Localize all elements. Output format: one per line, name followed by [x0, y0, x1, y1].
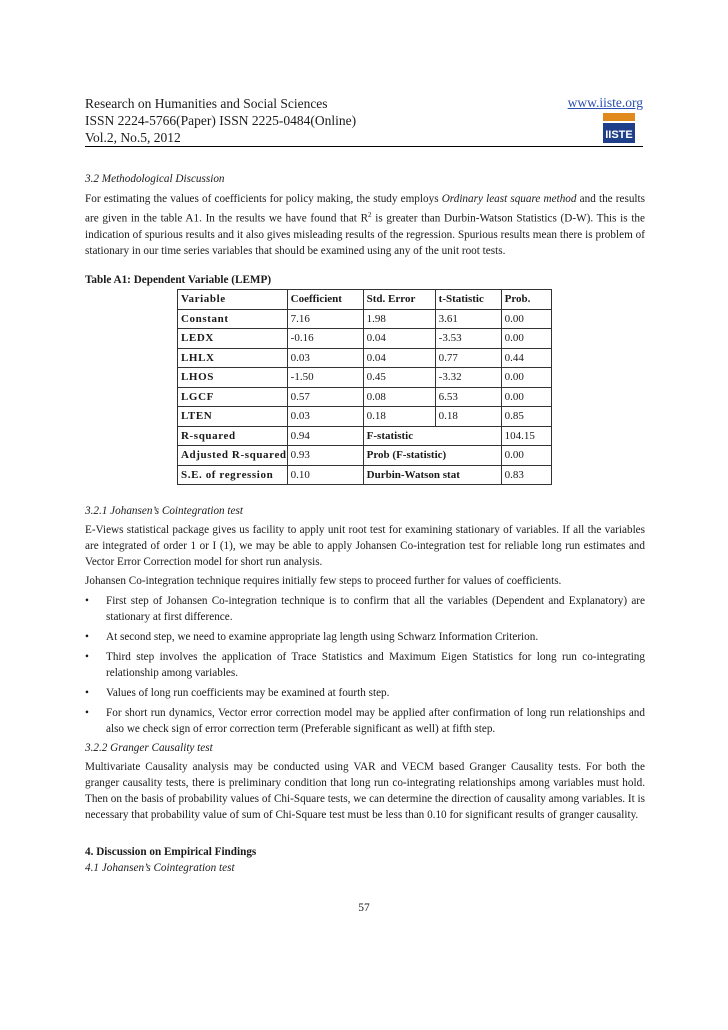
section-heading-3-2-2: 3.2.2 Granger Causality test [85, 742, 213, 754]
table-cell: -0.16 [287, 329, 363, 349]
table-cell: 7.16 [287, 309, 363, 329]
table-cell: 0.18 [363, 407, 435, 427]
stat-value: 0.00 [501, 446, 551, 466]
table-cell: 3.61 [435, 309, 501, 329]
paragraph: E-Views statistical package gives us facility to apply unit root test for examining stationary of variables. If all the variables are integrated of order 1 or I (1), we may be able to apply Johansen Co-integration test for reliable long run estimates and Vector Error Correction model for short run analysis. [85, 524, 645, 568]
iiste-logo [599, 111, 639, 145]
stats-row [178, 426, 552, 446]
table-cell: LEDX [178, 329, 288, 349]
section-heading-4: 4. Discussion on Empirical Findings [85, 846, 257, 858]
table-header-row [178, 290, 552, 310]
paragraph: Multivariate Causality analysis may be conducted using VAR and VECM based Granger Causality tests. For both the granger causality tests, there is preliminary condition that long run co-integrating relationships among variables must hold. Then on the basis of probability values of Chi-Square tests, we can determine the direction of causality among variables. It is necessary that probability value of sum of Chi-Square test must be less than 0.10 for significant results of granger causality. [85, 761, 645, 821]
stat-label: R-squared [178, 426, 288, 446]
header-cell: Coefficient [287, 290, 363, 310]
list-item-text: Values of long run coefficients may be examined at fourth step. [106, 687, 390, 699]
table-cell: 0.44 [501, 348, 551, 368]
section-heading-3-2: 3.2 Methodological Discussion [85, 173, 225, 185]
table-row [178, 407, 552, 427]
text-run: and the results are given in the table A1. In the results we have found that R [85, 193, 645, 225]
journal-title: Research on Humanities and Social Sciences [85, 96, 328, 111]
text-run: For estimating the values of coefficients for policy making, the study employs [85, 193, 442, 205]
list-item [85, 649, 645, 681]
stat-label: S.E. of regression [178, 465, 288, 485]
header-cell: Prob. [501, 290, 551, 310]
table-cell: -3.32 [435, 368, 501, 388]
table-cell: 0.77 [435, 348, 501, 368]
table-cell: LGCF [178, 387, 288, 407]
stat-value: 0.94 [287, 426, 363, 446]
list-item [85, 685, 645, 701]
volume-line: Vol.2, No.5, 2012 [85, 130, 181, 145]
stat-label: Durbin-Watson stat [363, 465, 501, 485]
table-cell: 0.00 [501, 368, 551, 388]
table-row [178, 387, 552, 407]
header-cell: Variable [178, 290, 288, 310]
table-cell: 0.08 [363, 387, 435, 407]
list-item-text: At second step, we need to examine appropriate lag length using Schwarz Information Criterion. [106, 631, 539, 643]
table-caption: Table A1: Dependent Variable (LEMP) [85, 274, 272, 286]
list-item [85, 629, 645, 645]
regression-table [177, 289, 552, 485]
table-cell: LTEN [178, 407, 288, 427]
table-cell: 0.00 [501, 387, 551, 407]
bullet-icon: • [85, 651, 89, 663]
stat-value: 0.93 [287, 446, 363, 466]
subsection-heading-4-1: 4.1 Johansen’s Cointegration test [85, 862, 235, 874]
list-item [85, 593, 645, 625]
bullet-icon: • [85, 631, 89, 643]
stats-row [178, 446, 552, 466]
stat-value: 0.10 [287, 465, 363, 485]
table-row [178, 348, 552, 368]
list-item-text: First step of Johansen Co-integration technique is to confirm that all the variables (Dependent and Explanatory) are stationary at first difference. [106, 595, 645, 623]
running-header [85, 95, 643, 146]
superscript: 2 [368, 211, 372, 219]
table-cell: 0.00 [501, 309, 551, 329]
table-cell: 6.53 [435, 387, 501, 407]
stat-label: Prob (F-statistic) [363, 446, 501, 466]
table-cell: 0.03 [287, 348, 363, 368]
logo-text: IISTE [605, 129, 633, 141]
emphasis-method: Ordinary least square method [441, 193, 577, 205]
section-3-2-paragraph [85, 191, 645, 259]
table-row [178, 309, 552, 329]
table-cell: 0.04 [363, 329, 435, 349]
journal-url-link[interactable]: www.iiste.org [567, 95, 643, 110]
bullet-icon: • [85, 687, 89, 699]
paragraph: Johansen Co-integration technique requires initially few steps to proceed further for values of coefficients. [85, 575, 562, 587]
table-row [178, 368, 552, 388]
page-number: 57 [358, 902, 370, 914]
steps-list [85, 593, 645, 737]
table-cell: -1.50 [287, 368, 363, 388]
stat-value: 0.83 [501, 465, 551, 485]
table-cell: 0.57 [287, 387, 363, 407]
section-3-2 [85, 171, 645, 259]
table-cell: 1.98 [363, 309, 435, 329]
table-cell: 0.18 [435, 407, 501, 427]
bullet-icon: • [85, 707, 89, 719]
table-cell: 0.03 [287, 407, 363, 427]
header-rule [85, 146, 643, 147]
stat-label: F-statistic [363, 426, 501, 446]
issn-line: ISSN 2224-5766(Paper) ISSN 2225-0484(Online) [85, 113, 357, 128]
table-cell: Constant [178, 309, 288, 329]
stat-value: 104.15 [501, 426, 551, 446]
text-run: is greater than Durbin-Watson Statistics (D-W). This is the indication of spurious results and it also gives misleading results of the regression. Spurious results mean there is problem of stationary in our time series variables that should be examined using any of the unit root tests. [85, 212, 645, 257]
section-4 [85, 844, 645, 876]
table-cell: -3.53 [435, 329, 501, 349]
list-item [85, 705, 645, 737]
table-cell: 0.85 [501, 407, 551, 427]
table-cell: 0.00 [501, 329, 551, 349]
table-cell: LHLX [178, 348, 288, 368]
table-row [178, 329, 552, 349]
section-heading-3-2-1: 3.2.1 Johansen’s Cointegration test [85, 505, 243, 517]
table-cell: 0.04 [363, 348, 435, 368]
list-item-text: Third step involves the application of Trace Statistics and Maximum Eigen Statistics for long run co-integrating relationship among variables. [106, 651, 645, 679]
table-cell: 0.45 [363, 368, 435, 388]
table-cell: LHOS [178, 368, 288, 388]
list-item-text: For short run dynamics, Vector error correction model may be applied after confirmation of long run relationships and also we check sign of error correction term (Preferable significant as well) at fifth step. [106, 707, 645, 735]
stat-label: Adjusted R-squared [178, 446, 288, 466]
bullet-icon: • [85, 595, 89, 607]
header-cell: t-Statistic [435, 290, 501, 310]
header-cell: Std. Error [363, 290, 435, 310]
section-3-2-1 [85, 503, 645, 823]
stats-row [178, 465, 552, 485]
